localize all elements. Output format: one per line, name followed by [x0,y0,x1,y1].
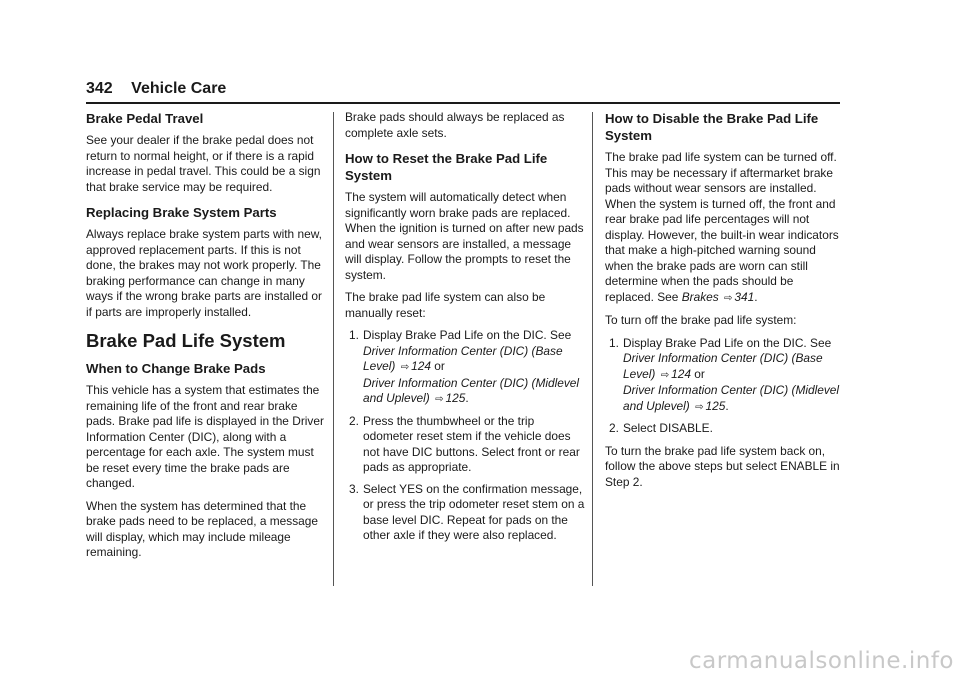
column-divider-1 [333,112,334,586]
watermark: carmanualsonline.info [688,648,954,674]
step-or-text: or [434,359,445,373]
heading-reset-system: How to Reset the Brake Pad Life System [345,151,548,183]
step-number: 1. [609,335,619,350]
step-text: Select DISABLE. [623,421,713,435]
link-dic-midlevel-uplevel[interactable]: Driver Information Center (DIC) (Midlevel and Uplevel) [623,383,840,413]
paragraph-axle-sets: Brake pads should always be replaced as complete axle sets. [345,110,565,140]
heading-replacing-parts: Replacing Brake System Parts [86,205,277,220]
paragraph-replacing-parts: Always replace brake system parts with new, approved replacement parts. If this is not done, the brakes may not work properly. The braking performance can change in many ways if the wrong brake parts are installed or if parts are improperly installed. [86,227,322,319]
paragraph-brake-pedal: See your dealer if the brake pedal does not return to normal height, or if there is a rapid increase in pedal travel. This could be a sign that brake service may be required. [86,133,321,194]
step-text: Display Brake Pad Life on the DIC. See [363,328,572,342]
page-ref-number[interactable]: 125 [705,398,726,413]
page-reference-arrow-icon: ⇨ [660,369,670,381]
heading-brake-pedal-travel: Brake Pedal Travel [86,111,204,126]
step-number: 3. [349,481,359,496]
link-dic-base-level[interactable]: Driver Information Center (DIC) (Base Level) [623,351,823,381]
column-divider-2 [592,112,593,586]
paragraph-disable-2: To turn off the brake pad life system: [605,313,797,327]
paragraph-text: The brake pad life system can be turned off. This may be necessary if aftermarket brake pads without wear sensors are installed. When the system is turned off, the front and rear brake pad life percentages will not display. However, the built-in wear indicators that make a high-pitched warning sound when the brake pads are worn can still determine when the pads should be replaced. See [605,150,839,304]
list-item [345,414,585,476]
paragraph-disable-3: To turn the brake pad life system back on, follow the above steps but select ENABLE in Step 2. [605,443,840,489]
page-reference-arrow-icon: ⇨ [724,292,733,304]
link-dic-base-level[interactable]: Driver Information Center (DIC) (Base Level) [363,343,563,373]
link-brakes[interactable]: Brakes [681,289,719,304]
step-number: 1. [349,328,359,342]
paragraph-when-to-change-1: This vehicle has a system that estimates the remaining life of the front and rear brake pads. Brake pad life is displayed in the Driver Information Center (DIC), along with a percentage for each axle. The system must be reset every time the brake pads are changed. [86,383,324,490]
heading-when-to-change: When to Change Brake Pads [86,361,266,376]
disable-steps-list [605,336,840,437]
step-text: Press the thumbwheel or the trip odometer reset stem if the vehicle does not have DIC buttons. Select front or rear pads as appropriate. [363,413,580,474]
paragraph-disable-1: The brake pad life system can be turned off. This may be necessary if aftermarket brake pads without wear sensors are installed. When the system is turned off, the front and rear brake pad life percentages will not display. However, the built-in wear indicators that make a high-pitched warning sound when the brake pads are worn can still determine when the pads should be replaced. See Brakes ⇨ 341. [605,150,839,304]
step-number: 2. [609,421,619,435]
paragraph-reset-1: The system will automatically detect when significantly worn brake pads are replaced. When the ignition is turned on after new pads and wear sensors are installed, a message will display. Follow the prompts to reset the system. [345,190,584,282]
heading-brake-pad-life-system: Brake Pad Life System [86,330,286,351]
list-item: 1. Display Brake Pad Life on the DIC. See Driver Information Center (DIC) (Base Level) ⇨ 124 or Driver Information Center (DIC) (Midlevel and Uplevel) ⇨ 125. [349,328,580,405]
reset-steps-list [345,328,585,544]
header-rule [86,102,840,104]
page-ref-number[interactable]: 124 [671,366,691,381]
link-dic-midlevel-uplevel[interactable]: Driver Information Center (DIC) (Midlevel and Uplevel) [363,375,580,405]
column-1 [86,110,326,568]
paragraph-reset-2: The brake pad life system can also be manually reset: [345,290,546,320]
list-item [605,421,840,437]
step-or-text: or [694,366,705,381]
page-ref-number[interactable]: 125 [445,391,466,405]
page-ref-number[interactable]: 341 [734,289,755,304]
page-reference-arrow-icon: ⇨ [695,401,704,413]
heading-disable-system: How to Disable the Brake Pad Life System [605,111,819,143]
page-reference-arrow-icon: ⇨ [400,362,410,373]
step-text: Select YES on the confirmation message, or press the trip odometer reset stem on a base level DIC. Repeat for pads on the other axle if they were also replaced. [363,481,585,542]
column-3 [605,110,840,497]
step-text: Display Brake Pad Life on the DIC. See [623,335,832,350]
step-number: 2. [349,413,359,428]
page-ref-number[interactable]: 124 [411,359,431,373]
page-number: 342 [86,80,113,97]
list-item [345,482,585,544]
page-reference-arrow-icon: ⇨ [435,394,444,405]
paragraph-when-to-change-2: When the system has determined that the brake pads need to be replaced, a message will display, which may include mileage remaining. [86,498,319,559]
list-item: 1. Display Brake Pad Life on the DIC. See Driver Information Center (DIC) (Base Level) ⇨ 124 or Driver Information Center (DIC) (Midlevel and Uplevel) ⇨ 125. [609,335,840,413]
section-title: Vehicle Care [131,80,227,97]
column-2 [345,110,585,551]
